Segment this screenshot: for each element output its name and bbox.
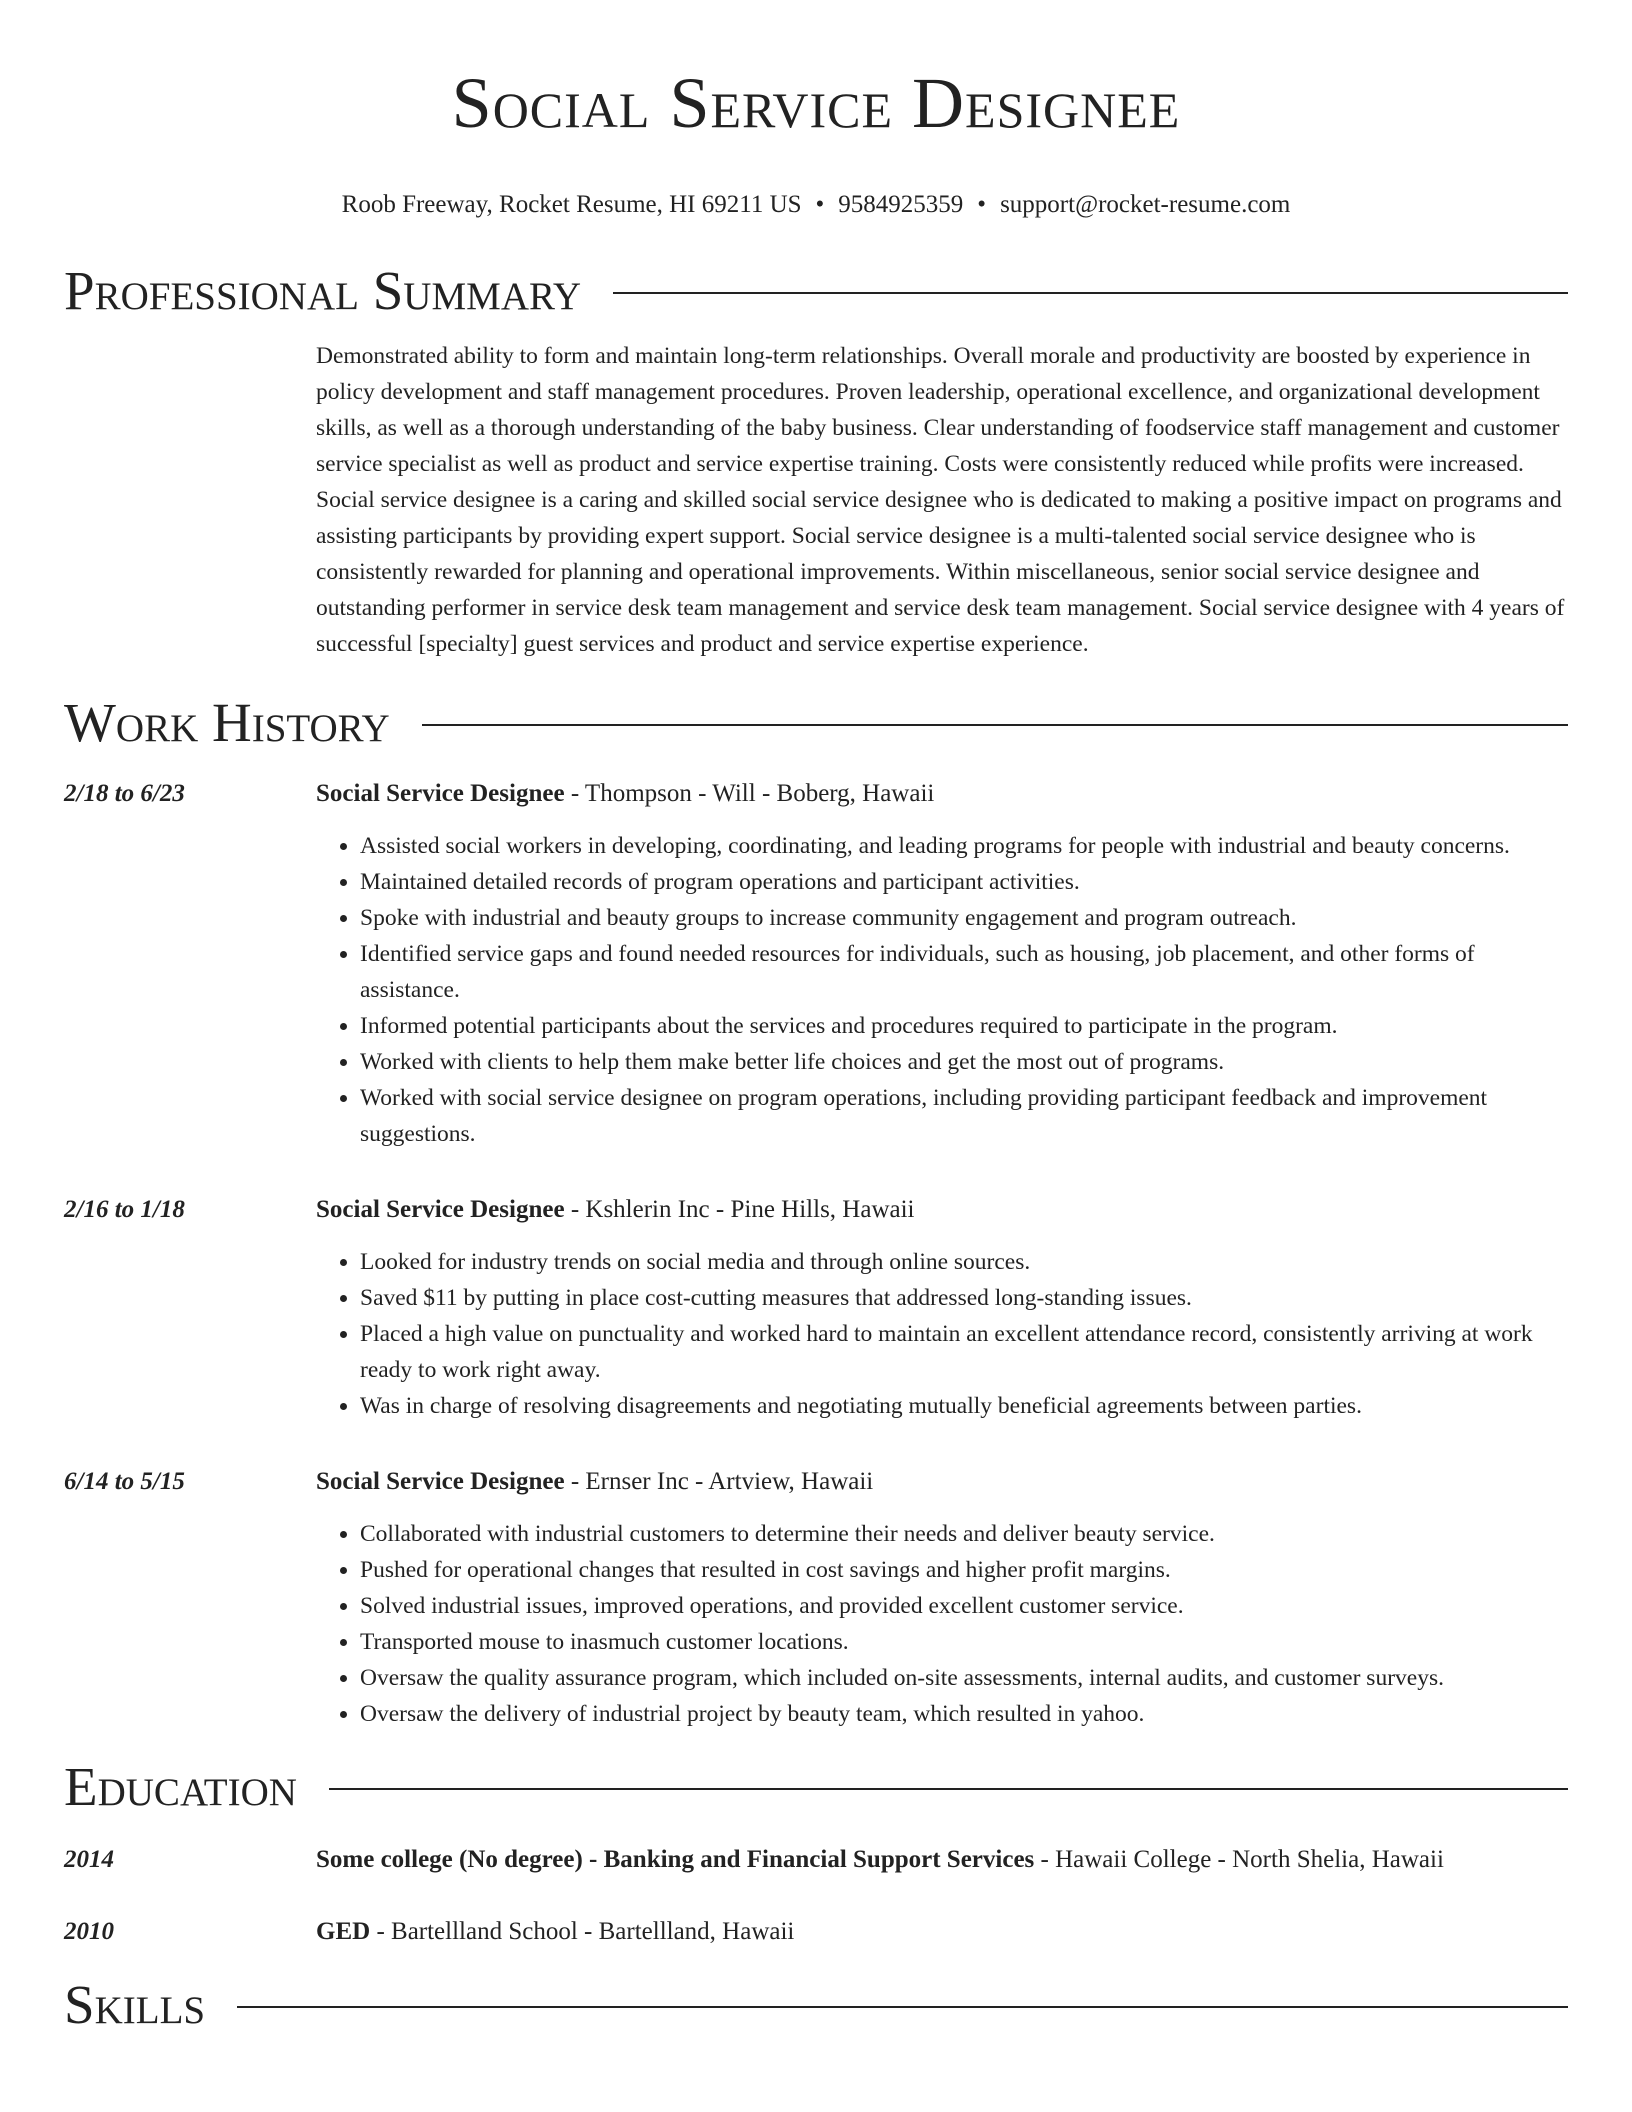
job-bullet: • Spoke with industrial and beauty groups to increase community engagement and program outreach. xyxy=(360,900,1568,936)
job-body xyxy=(316,1192,1568,1424)
resume-page xyxy=(64,0,1568,2038)
job-bullet: • Identified service gaps and found needed resources for individuals, such as housing, job placement, and other forms of assistance. xyxy=(360,936,1568,1008)
job-bullet: • Looked for industry trends on social media and through online sources. xyxy=(360,1244,1568,1280)
job-bullet: • Collaborated with industrial customers to determine their needs and deliver beauty service. xyxy=(360,1516,1568,1552)
work-history-list xyxy=(64,776,1568,1732)
address: Roob Freeway, Rocket Resume, HI 69211 US xyxy=(341,191,802,218)
education-entry xyxy=(64,1914,1568,1950)
section-divider xyxy=(422,724,1568,726)
job-body xyxy=(316,1464,1568,1732)
job-bullet: • Informed potential participants about the services and procedures required to participate in the program. xyxy=(360,1008,1568,1044)
section-heading-education xyxy=(64,1754,1568,1820)
section-title-skills: Skills xyxy=(64,1974,206,2035)
education-school: - Bartellland School - Bartellland, Hawaii xyxy=(370,1918,795,1945)
job-bullet: • Worked with clients to help them make better life choices and get the most out of programs. xyxy=(360,1044,1568,1080)
section-divider xyxy=(237,2006,1568,2008)
section-title-education: Education xyxy=(64,1756,297,1817)
job-bullet: • Assisted social workers in developing, coordinating, and leading programs for people with industrial and beauty concerns. xyxy=(360,828,1568,864)
section-heading-skills xyxy=(64,1972,1568,2038)
section-divider xyxy=(613,292,1568,294)
job-bullet: • Placed a high value on punctuality and worked hard to maintain an excellent attendance record, consistently arriving at work ready to work right away. xyxy=(360,1316,1568,1388)
job-bullet: • Maintained detailed records of program operations and participant activities. xyxy=(360,864,1568,900)
job-bullets xyxy=(316,828,1568,1152)
education-year: 2014 xyxy=(64,1846,114,1873)
section-title-summary: Professional Summary xyxy=(64,260,582,321)
contact-line xyxy=(64,190,1568,220)
education-entry xyxy=(64,1842,1568,1878)
job-body xyxy=(316,776,1568,1152)
job-bullets xyxy=(316,1516,1568,1732)
job-title: Social Service Designee xyxy=(316,1196,565,1223)
education-degree: Some college (No degree) - Banking and Financial Support Services xyxy=(316,1846,1035,1873)
separator-dot: • xyxy=(815,191,825,218)
job-bullet: • Solved industrial issues, improved operations, and provided excellent customer service. xyxy=(360,1588,1568,1624)
email: support@rocket-resume.com xyxy=(1000,191,1291,218)
job-entry xyxy=(64,1464,1568,1732)
job-bullet: • Was in charge of resolving disagreements and negotiating mutually beneficial agreements between parties. xyxy=(360,1388,1568,1424)
job-bullet: • Saved $11 by putting in place cost-cutting measures that addressed long-standing issues. xyxy=(360,1280,1568,1316)
education-year: 2010 xyxy=(64,1918,114,1945)
education-line xyxy=(316,1914,1568,1950)
job-bullet: • Pushed for operational changes that resulted in cost savings and higher profit margins. xyxy=(360,1552,1568,1588)
job-employer: - Kshlerin Inc - Pine Hills, Hawaii xyxy=(564,1196,915,1223)
separator-dot: • xyxy=(977,191,987,218)
job-bullet: • Worked with social service designee on program operations, including providing participant feedback and improvement suggestions. xyxy=(360,1080,1568,1152)
education-body xyxy=(316,1842,1568,1878)
job-title-line xyxy=(316,1464,1568,1500)
section-divider xyxy=(329,1788,1568,1790)
candidate-name: Social Service Designee xyxy=(451,63,1181,143)
job-bullets xyxy=(316,1244,1568,1424)
summary-text: Demonstrated ability to form and maintain long-term relationships. Overall morale and productivity are boosted by experience in policy development and staff management procedures. Proven leadership, operational excellence, and organizational development skills, as well as a thorough understanding of the baby business. Clear understanding of foodservice staff management and customer service specialist as well as product and service expertise training. Costs were consistently reduced while profits were increased. Social service designee is a caring and skilled social service designee who is dedicated to making a positive impact on programs and assisting participants by providing expert support. Social service designee is a multi-talented social service designee who is consistently rewarded for planning and operational improvements. Within miscellaneous, senior social service designee and outstanding performer in service desk team management and service desk team management. Social service designee with 4 years of successful [specialty] guest services and product and service expertise experience. xyxy=(316,343,1565,657)
education-school: - Hawaii College - North Shelia, Hawaii xyxy=(1034,1846,1444,1873)
education-line xyxy=(316,1842,1568,1878)
job-title-line xyxy=(316,776,1568,812)
job-employer: - Ernser Inc - Artview, Hawaii xyxy=(564,1468,874,1495)
job-bullet: • Transported mouse to inasmuch customer locations. xyxy=(360,1624,1568,1660)
education-body xyxy=(316,1914,1568,1950)
job-employer: - Thompson - Will - Boberg, Hawaii xyxy=(564,780,935,807)
job-title-line xyxy=(316,1192,1568,1228)
section-title-work: Work History xyxy=(64,692,390,753)
section-heading-work xyxy=(64,690,1568,756)
job-dates: 2/16 to 1/18 xyxy=(64,1196,185,1223)
job-bullet: • Oversaw the delivery of industrial project by beauty team, which resulted in yahoo. xyxy=(360,1696,1568,1732)
job-dates: 6/14 to 5/15 xyxy=(64,1468,185,1495)
job-entry xyxy=(64,776,1568,1152)
job-title: Social Service Designee xyxy=(316,1468,565,1495)
phone: 9584925359 xyxy=(838,191,964,218)
education-degree: GED xyxy=(316,1918,371,1945)
job-entry xyxy=(64,1192,1568,1424)
job-bullet: • Oversaw the quality assurance program, which included on-site assessments, internal audits, and customer surveys. xyxy=(360,1660,1568,1696)
education-list xyxy=(64,1842,1568,1950)
job-dates: 2/18 to 6/23 xyxy=(64,780,185,807)
job-title: Social Service Designee xyxy=(316,780,565,807)
section-heading-summary xyxy=(64,258,1568,324)
